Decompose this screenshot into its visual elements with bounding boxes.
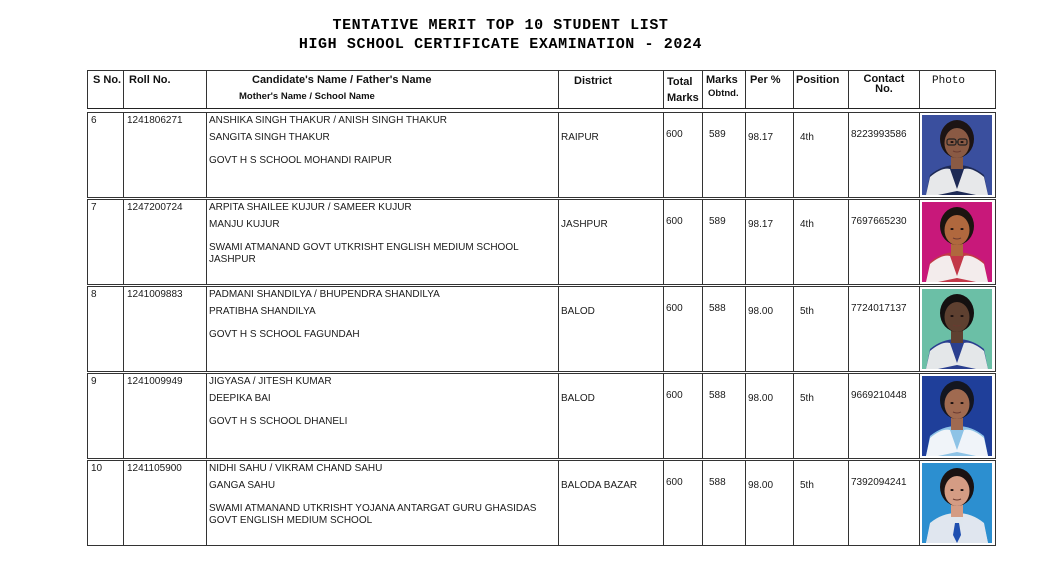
cell-contact: 7724017137 [849,287,920,371]
cell-name [207,200,559,284]
cell-name [207,113,559,197]
cell-percent: 98.00 [746,287,794,371]
cell-percent: 98.00 [746,374,794,458]
school-name: SWAMI ATMANAND GOVT UTKRISHT ENGLISH MEDIUM SCHOOL JASHPUR [209,242,519,265]
table-row [87,112,996,198]
cell-total-marks: 600 [664,287,703,371]
cell-photo [920,200,997,284]
cell-roll-no: 1241806271 [124,113,207,197]
school-name: SWAMI ATMANAND UTKRISHT YOJANA ANTARGAT GURU GHASIDAS GOVT ENGLISH MEDIUM SCHOOL [209,503,537,526]
candidate-father-name: ARPITA SHAILEE KUJUR / SAMEER KUJUR [209,202,412,213]
header-total-line1: Total [667,76,693,88]
candidate-father-name: JIGYASA / JITESH KUMAR [209,376,332,387]
student-photo [922,289,992,369]
header-contact-line1: Contact [863,73,905,85]
header-position: Position [794,71,849,108]
cell-position: 5th [794,374,849,458]
header-marks-line1: Marks [706,74,738,86]
document-subtitle: HIGH SCHOOL CERTIFICATE EXAMINATION - 2024 [298,36,703,53]
candidate-father-name: PADMANI SHANDILYA / BHUPENDRA SHANDILYA [209,289,440,300]
student-photo [922,376,992,456]
student-photo [922,202,992,282]
cell-contact: 9669210448 [849,374,920,458]
header-percent: Per % [746,71,794,108]
cell-district: BALOD [559,287,664,371]
cell-total-marks: 600 [664,113,703,197]
header-name-line1: Candidate's Name / Father's Name [252,74,432,86]
table-row [87,460,996,546]
cell-marks-obtained: 588 [703,374,746,458]
cell-position: 4th [794,200,849,284]
cell-sno: 10 [88,461,124,545]
header-total-marks [664,71,703,108]
mother-name: SANGITA SINGH THAKUR [209,132,330,143]
table-header [87,70,996,109]
header-sno: S No. [88,71,124,108]
cell-percent: 98.00 [746,461,794,545]
student-photo [922,463,992,543]
cell-marks-obtained: 588 [703,461,746,545]
mother-name: MANJU KUJUR [209,219,280,230]
header-roll-no: Roll No. [124,71,207,108]
cell-roll-no: 1241105900 [124,461,207,545]
document-title: TENTATIVE MERIT TOP 10 STUDENT LIST [332,17,669,34]
cell-photo [920,287,997,371]
cell-percent: 98.17 [746,200,794,284]
cell-district: RAIPUR [559,113,664,197]
candidate-father-name: NIDHI SAHU / VIKRAM CHAND SAHU [209,463,383,474]
cell-sno: 9 [88,374,124,458]
table-row [87,286,996,372]
cell-percent: 98.17 [746,113,794,197]
table-row [87,199,996,285]
header-contact [849,71,920,108]
cell-sno: 7 [88,200,124,284]
cell-sno: 6 [88,113,124,197]
cell-marks-obtained: 589 [703,113,746,197]
student-portrait-icon [922,202,992,282]
cell-contact: 8223993586 [849,113,920,197]
cell-roll-no: 1241009949 [124,374,207,458]
cell-district: BALODA BAZAR [559,461,664,545]
cell-name [207,461,559,545]
cell-position: 4th [794,113,849,197]
mother-name: PRATIBHA SHANDILYA [209,306,316,317]
mother-name: DEEPIKA BAI [209,393,271,404]
candidate-father-name: ANSHIKA SINGH THAKUR / ANISH SINGH THAKUR [209,115,448,126]
cell-position: 5th [794,461,849,545]
header-district: District [559,71,664,108]
header-marks-obtained [703,71,746,108]
cell-position: 5th [794,287,849,371]
header-photo: Photo [932,75,966,87]
cell-district: JASHPUR [559,200,664,284]
header-marks-line2: Obtnd. [708,88,739,99]
student-portrait-icon [922,463,992,543]
school-name: GOVT H S SCHOOL FAGUNDAH [209,329,360,340]
student-portrait-icon [922,289,992,369]
cell-photo [920,113,997,197]
cell-contact: 7392094241 [849,461,920,545]
school-name: GOVT H S SCHOOL MOHANDI RAIPUR [209,155,392,166]
cell-total-marks: 600 [664,461,703,545]
cell-contact: 7697665230 [849,200,920,284]
cell-total-marks: 600 [664,200,703,284]
cell-photo [920,374,997,458]
cell-marks-obtained: 588 [703,287,746,371]
table-row [87,373,996,459]
school-name: GOVT H S SCHOOL DHANELI [209,416,348,427]
header-contact-line2: No. [875,83,893,95]
student-portrait-icon [922,115,992,195]
header-total-line2: Marks [667,92,699,104]
cell-name [207,374,559,458]
cell-sno: 8 [88,287,124,371]
cell-marks-obtained: 589 [703,200,746,284]
cell-name [207,287,559,371]
student-portrait-icon [922,376,992,456]
cell-roll-no: 1247200724 [124,200,207,284]
cell-photo [920,461,997,545]
header-name-line2: Mother's Name / School Name [239,91,375,102]
cell-total-marks: 600 [664,374,703,458]
mother-name: GANGA SAHU [209,480,276,491]
student-photo [922,115,992,195]
header-name [207,71,559,108]
cell-roll-no: 1241009883 [124,287,207,371]
cell-district: BALOD [559,374,664,458]
